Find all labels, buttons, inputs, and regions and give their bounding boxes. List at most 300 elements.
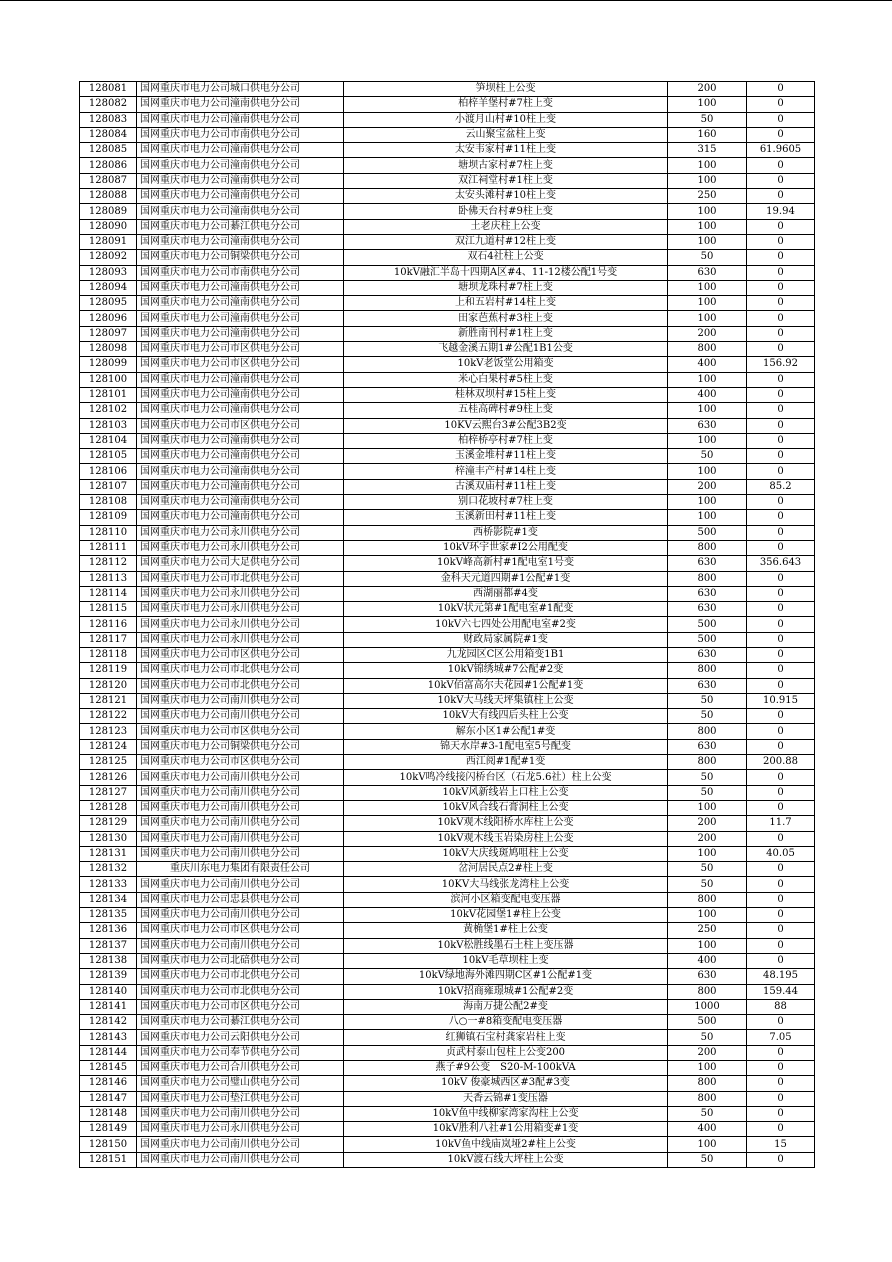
cell-value: 200.88 [747, 755, 815, 770]
cell-transformer-name: 别口花坡村#7柱上变 [344, 495, 668, 510]
cell-id: 128137 [80, 938, 137, 953]
cell-company: 国网重庆市电力公司潼南供电分公司 [137, 510, 344, 525]
table-row [80, 219, 815, 234]
cell-transformer-name: 10kV环宇世家#I2公用配变 [344, 540, 668, 555]
table-row [80, 158, 815, 173]
table-row [80, 372, 815, 387]
table-row [80, 632, 815, 647]
cell-capacity: 800 [668, 540, 747, 555]
cell-value: 0 [747, 97, 815, 112]
cell-id: 128142 [80, 1015, 137, 1030]
table-row [80, 1076, 815, 1091]
cell-id: 128133 [80, 877, 137, 892]
cell-company: 国网重庆市电力公司市区供电分公司 [137, 357, 344, 372]
cell-id: 128144 [80, 1045, 137, 1060]
cell-id: 128143 [80, 1030, 137, 1045]
cell-company: 国网重庆市电力公司南川供电分公司 [137, 831, 344, 846]
cell-transformer-name: 土老庆柱上公变 [344, 219, 668, 234]
cell-transformer-name: 双江九道村#12柱上变 [344, 234, 668, 249]
table-row [80, 1137, 815, 1152]
cell-company: 国网重庆市电力公司南川供电分公司 [137, 709, 344, 724]
cell-id: 128094 [80, 280, 137, 295]
cell-transformer-name: 桂林双坝村#15柱上变 [344, 387, 668, 402]
cell-id: 128095 [80, 296, 137, 311]
cell-value: 0 [747, 403, 815, 418]
cell-company: 国网重庆市电力公司璧山供电分公司 [137, 1076, 344, 1091]
cell-value: 0 [747, 862, 815, 877]
cell-id: 128122 [80, 709, 137, 724]
cell-capacity: 500 [668, 617, 747, 632]
cell-transformer-name: 10kV峰高新村#1配电室1号变 [344, 556, 668, 571]
cell-transformer-name: 小渡月山村#10柱上变 [344, 112, 668, 127]
cell-value: 0 [747, 296, 815, 311]
cell-value: 0 [747, 234, 815, 249]
cell-transformer-name: 太安韦家村#11柱上变 [344, 143, 668, 158]
table-row [80, 173, 815, 188]
table-row [80, 862, 815, 877]
cell-company: 国网重庆市电力公司市北供电分公司 [137, 663, 344, 678]
table-row [80, 1030, 815, 1045]
cell-id: 128132 [80, 862, 137, 877]
cell-capacity: 315 [668, 143, 747, 158]
cell-id: 128092 [80, 250, 137, 265]
table-row [80, 311, 815, 326]
cell-capacity: 630 [668, 586, 747, 601]
cell-company: 国网重庆市电力公司市区供电分公司 [137, 755, 344, 770]
table-row [80, 800, 815, 815]
cell-transformer-name: 10kV风新线岩上口柱上公变 [344, 785, 668, 800]
cell-value: 0 [747, 540, 815, 555]
table-row [80, 479, 815, 494]
table-row [80, 387, 815, 402]
cell-capacity: 50 [668, 1106, 747, 1121]
cell-transformer-name: 塘坝龙珠村#7柱上变 [344, 280, 668, 295]
cell-capacity: 100 [668, 800, 747, 815]
cell-transformer-name: 八○一#8箱变配电变压器 [344, 1015, 668, 1030]
cell-id: 128087 [80, 173, 137, 188]
cell-company: 国网重庆市电力公司南川供电分公司 [137, 770, 344, 785]
cell-id: 128109 [80, 510, 137, 525]
table-row [80, 280, 815, 295]
cell-capacity: 500 [668, 1015, 747, 1030]
cell-company: 国网重庆市电力公司潼南供电分公司 [137, 372, 344, 387]
cell-company: 国网重庆市电力公司潼南供电分公司 [137, 311, 344, 326]
cell-company: 国网重庆市电力公司永川供电分公司 [137, 540, 344, 555]
cell-company: 国网重庆市电力公司市区供电分公司 [137, 999, 344, 1014]
cell-capacity: 50 [668, 250, 747, 265]
cell-capacity: 400 [668, 357, 747, 372]
cell-value: 0 [747, 938, 815, 953]
table-row [80, 449, 815, 464]
cell-value: 61.9605 [747, 143, 815, 158]
table-row [80, 816, 815, 831]
table-row [80, 908, 815, 923]
cell-capacity: 200 [668, 479, 747, 494]
cell-transformer-name: 10kV招商雍璟城#1公配#2变 [344, 984, 668, 999]
table-row [80, 586, 815, 601]
cell-id: 128126 [80, 770, 137, 785]
cell-transformer-name: 笋坝柱上公变 [344, 82, 668, 97]
table-row [80, 969, 815, 984]
cell-capacity: 800 [668, 892, 747, 907]
cell-value: 0 [747, 342, 815, 357]
cell-id: 128089 [80, 204, 137, 219]
cell-id: 128123 [80, 724, 137, 739]
cell-company: 国网重庆市电力公司合川供电分公司 [137, 1061, 344, 1076]
cell-company: 国网重庆市电力公司南川供电分公司 [137, 785, 344, 800]
table-row [80, 556, 815, 571]
cell-transformer-name: 岔河居民点2#柱上变 [344, 862, 668, 877]
cell-company: 国网重庆市电力公司南川供电分公司 [137, 877, 344, 892]
cell-value: 0 [747, 800, 815, 815]
cell-transformer-name: 10kV锦绣城#7公配#2变 [344, 663, 668, 678]
cell-capacity: 630 [668, 265, 747, 280]
cell-value: 0 [747, 418, 815, 433]
cell-id: 128096 [80, 311, 137, 326]
cell-transformer-name: 天香云锦#1变压器 [344, 1091, 668, 1106]
cell-company: 国网重庆市电力公司潼南供电分公司 [137, 143, 344, 158]
table-row [80, 127, 815, 142]
table-row [80, 510, 815, 525]
cell-value: 0 [747, 372, 815, 387]
cell-value: 0 [747, 617, 815, 632]
cell-transformer-name: 10kV六七四处公用配电室#2变 [344, 617, 668, 632]
cell-company: 国网重庆市电力公司垫江供电分公司 [137, 1091, 344, 1106]
cell-id: 128103 [80, 418, 137, 433]
cell-value: 0 [747, 280, 815, 295]
cell-value: 85.2 [747, 479, 815, 494]
table-row [80, 770, 815, 785]
cell-company: 国网重庆市电力公司北碚供电分公司 [137, 953, 344, 968]
cell-value: 156.92 [747, 357, 815, 372]
table-row [80, 892, 815, 907]
cell-company: 国网重庆市电力公司南川供电分公司 [137, 816, 344, 831]
cell-company: 国网重庆市电力公司铜梁供电分公司 [137, 250, 344, 265]
cell-value: 11.7 [747, 816, 815, 831]
cell-transformer-name: 10kV鱼中线柳家湾家沟柱上公变 [344, 1106, 668, 1121]
cell-value: 0 [747, 586, 815, 601]
table-row [80, 403, 815, 418]
table-row [80, 495, 815, 510]
cell-company: 国网重庆市电力公司铜梁供电分公司 [137, 739, 344, 754]
cell-id: 128149 [80, 1122, 137, 1137]
cell-transformer-name: 10kV大有线四后头柱上公变 [344, 709, 668, 724]
cell-capacity: 100 [668, 908, 747, 923]
cell-capacity: 200 [668, 82, 747, 97]
cell-id: 128119 [80, 663, 137, 678]
cell-capacity: 100 [668, 372, 747, 387]
cell-value: 0 [747, 1045, 815, 1060]
cell-capacity: 200 [668, 1045, 747, 1060]
cell-capacity: 630 [668, 678, 747, 693]
cell-transformer-name: 田家芭蕉村#3柱上变 [344, 311, 668, 326]
cell-transformer-name: 柏梓桥亭村#7柱上变 [344, 433, 668, 448]
cell-company: 国网重庆市电力公司市北供电分公司 [137, 969, 344, 984]
cell-transformer-name: 10kV松胜线墨石土柱上变压器 [344, 938, 668, 953]
cell-transformer-name: 滨河小区箱变配电变压器 [344, 892, 668, 907]
cell-value: 40.05 [747, 846, 815, 861]
cell-value: 0 [747, 709, 815, 724]
cell-company: 国网重庆市电力公司市区供电分公司 [137, 724, 344, 739]
cell-value: 0 [747, 326, 815, 341]
table-row [80, 678, 815, 693]
cell-company: 国网重庆市电力公司潼南供电分公司 [137, 387, 344, 402]
cell-value: 88 [747, 999, 815, 1014]
cell-capacity: 630 [668, 647, 747, 662]
table-row [80, 326, 815, 341]
cell-id: 128088 [80, 189, 137, 204]
cell-capacity: 100 [668, 173, 747, 188]
table-row [80, 831, 815, 846]
cell-id: 128150 [80, 1137, 137, 1152]
cell-transformer-name: 10kV鸣冷线接闪桥台区（石龙5.6社）柱上公变 [344, 770, 668, 785]
cell-capacity: 800 [668, 1091, 747, 1106]
table-row [80, 647, 815, 662]
table-body [80, 82, 815, 1168]
cell-transformer-name: 贞武村泰山包柱上公变200 [344, 1045, 668, 1060]
cell-transformer-name: 10kV花园堡1#柱上公变 [344, 908, 668, 923]
cell-transformer-name: 红狮镇石宝村龚家岩柱上变 [344, 1030, 668, 1045]
cell-capacity: 50 [668, 449, 747, 464]
cell-transformer-name: 上和五岩村#14柱上变 [344, 296, 668, 311]
cell-transformer-name: 西桥影院#1变 [344, 525, 668, 540]
cell-value: 48.195 [747, 969, 815, 984]
cell-id: 128130 [80, 831, 137, 846]
table-row [80, 357, 815, 372]
cell-id: 128084 [80, 127, 137, 142]
cell-transformer-name: 锦天水岸#3-1配电室5号配变 [344, 739, 668, 754]
cell-transformer-name: 双江祠堂村#1柱上变 [344, 173, 668, 188]
cell-capacity: 100 [668, 204, 747, 219]
cell-value: 7.05 [747, 1030, 815, 1045]
cell-capacity: 50 [668, 1152, 747, 1167]
cell-capacity: 400 [668, 953, 747, 968]
cell-value: 0 [747, 464, 815, 479]
cell-value: 159.44 [747, 984, 815, 999]
cell-capacity: 250 [668, 189, 747, 204]
cell-value: 0 [747, 647, 815, 662]
data-table [79, 81, 815, 1168]
cell-id: 128099 [80, 357, 137, 372]
cell-company: 国网重庆市电力公司潼南供电分公司 [137, 403, 344, 418]
cell-capacity: 100 [668, 97, 747, 112]
table-row [80, 1015, 815, 1030]
cell-id: 128110 [80, 525, 137, 540]
cell-id: 128105 [80, 449, 137, 464]
cell-id: 128090 [80, 219, 137, 234]
cell-id: 128151 [80, 1152, 137, 1167]
cell-capacity: 800 [668, 984, 747, 999]
table-row [80, 540, 815, 555]
cell-capacity: 50 [668, 693, 747, 708]
cell-company: 国网重庆市电力公司潼南供电分公司 [137, 189, 344, 204]
table-row [80, 82, 815, 97]
cell-transformer-name: 金科天元道四期#1公配#1变 [344, 571, 668, 586]
cell-capacity: 100 [668, 510, 747, 525]
cell-value: 0 [747, 82, 815, 97]
cell-capacity: 500 [668, 525, 747, 540]
cell-id: 128112 [80, 556, 137, 571]
cell-id: 128108 [80, 495, 137, 510]
cell-company: 国网重庆市电力公司潼南供电分公司 [137, 464, 344, 479]
cell-id: 128120 [80, 678, 137, 693]
cell-id: 128098 [80, 342, 137, 357]
cell-company: 国网重庆市电力公司潼南供电分公司 [137, 112, 344, 127]
cell-capacity: 800 [668, 342, 747, 357]
table-row [80, 112, 815, 127]
cell-transformer-name: 10kV毛草坝柱上变 [344, 953, 668, 968]
cell-transformer-name: 西江阅#1配#1变 [344, 755, 668, 770]
cell-value: 10.915 [747, 693, 815, 708]
cell-value: 0 [747, 908, 815, 923]
table-row [80, 953, 815, 968]
cell-value: 0 [747, 433, 815, 448]
table-row [80, 846, 815, 861]
cell-capacity: 1000 [668, 999, 747, 1014]
cell-company: 国网重庆市电力公司潼南供电分公司 [137, 433, 344, 448]
cell-value: 0 [747, 1152, 815, 1167]
cell-company: 国网重庆市电力公司城口供电分公司 [137, 82, 344, 97]
cell-capacity: 630 [668, 739, 747, 754]
table-row [80, 877, 815, 892]
cell-transformer-name: 10kV风合线石膏洞柱上公变 [344, 800, 668, 815]
cell-id: 128129 [80, 816, 137, 831]
cell-capacity: 100 [668, 938, 747, 953]
table-row [80, 1061, 815, 1076]
cell-transformer-name: 10KV云熙台3#公配3B2变 [344, 418, 668, 433]
cell-id: 128131 [80, 846, 137, 861]
cell-id: 128145 [80, 1061, 137, 1076]
cell-capacity: 800 [668, 755, 747, 770]
cell-value: 0 [747, 1122, 815, 1137]
cell-value: 0 [747, 1106, 815, 1121]
cell-value: 0 [747, 770, 815, 785]
cell-company: 国网重庆市电力公司潼南供电分公司 [137, 97, 344, 112]
cell-value: 19.94 [747, 204, 815, 219]
cell-capacity: 50 [668, 862, 747, 877]
cell-company: 国网重庆市电力公司潼南供电分公司 [137, 326, 344, 341]
cell-id: 128102 [80, 403, 137, 418]
cell-transformer-name: 燕子#9公变 S20-M-100kVA [344, 1061, 668, 1076]
cell-id: 128113 [80, 571, 137, 586]
cell-id: 128114 [80, 586, 137, 601]
cell-transformer-name: 10kV状元第#1配电室#1配变 [344, 602, 668, 617]
cell-capacity: 100 [668, 1137, 747, 1152]
table-row [80, 464, 815, 479]
cell-id: 128148 [80, 1106, 137, 1121]
cell-company: 国网重庆市电力公司南川供电分公司 [137, 938, 344, 953]
cell-value: 0 [747, 189, 815, 204]
cell-value: 0 [747, 387, 815, 402]
cell-transformer-name: 太安头滩村#10柱上变 [344, 189, 668, 204]
page-top-rule [0, 0, 892, 1]
cell-value: 0 [747, 525, 815, 540]
cell-value: 0 [747, 158, 815, 173]
cell-transformer-name: 卧佛天台村#9柱上变 [344, 204, 668, 219]
cell-company: 国网重庆市电力公司市北供电分公司 [137, 984, 344, 999]
cell-value: 0 [747, 678, 815, 693]
cell-value: 0 [747, 724, 815, 739]
cell-transformer-name: 柏梓羊堡村#7柱上变 [344, 97, 668, 112]
table-row [80, 693, 815, 708]
table-row [80, 709, 815, 724]
cell-company: 国网重庆市电力公司綦江供电分公司 [137, 1015, 344, 1030]
cell-capacity: 200 [668, 831, 747, 846]
table-row [80, 342, 815, 357]
cell-value: 0 [747, 265, 815, 280]
cell-capacity: 800 [668, 1076, 747, 1091]
table-row [80, 602, 815, 617]
cell-capacity: 50 [668, 1030, 747, 1045]
cell-transformer-name: 10kV 俊豪城西区#3配#3变 [344, 1076, 668, 1091]
cell-transformer-name: 西湖丽都#4变 [344, 586, 668, 601]
cell-company: 国网重庆市电力公司永川供电分公司 [137, 1122, 344, 1137]
cell-id: 128085 [80, 143, 137, 158]
cell-capacity: 50 [668, 112, 747, 127]
cell-id: 128124 [80, 739, 137, 754]
cell-company: 国网重庆市电力公司市区供电分公司 [137, 923, 344, 938]
table-row [80, 418, 815, 433]
cell-capacity: 630 [668, 602, 747, 617]
cell-value: 0 [747, 923, 815, 938]
table-row [80, 999, 815, 1014]
cell-company: 国网重庆市电力公司市南供电分公司 [137, 127, 344, 142]
cell-transformer-name: 10kV渡石线大坪柱上公变 [344, 1152, 668, 1167]
cell-id: 128082 [80, 97, 137, 112]
cell-value: 0 [747, 1076, 815, 1091]
table-row [80, 143, 815, 158]
cell-capacity: 100 [668, 158, 747, 173]
cell-capacity: 100 [668, 846, 747, 861]
cell-company: 国网重庆市电力公司潼南供电分公司 [137, 234, 344, 249]
cell-company: 国网重庆市电力公司永川供电分公司 [137, 586, 344, 601]
cell-id: 128128 [80, 800, 137, 815]
cell-capacity: 400 [668, 1122, 747, 1137]
cell-company: 国网重庆市电力公司潼南供电分公司 [137, 479, 344, 494]
cell-company: 国网重庆市电力公司市区供电分公司 [137, 418, 344, 433]
cell-id: 128134 [80, 892, 137, 907]
cell-id: 128141 [80, 999, 137, 1014]
cell-company: 国网重庆市电力公司南川供电分公司 [137, 1152, 344, 1167]
cell-capacity: 630 [668, 556, 747, 571]
cell-id: 128139 [80, 969, 137, 984]
cell-company: 国网重庆市电力公司大足供电分公司 [137, 556, 344, 571]
cell-transformer-name: 10kV观木线阳桥水库柱上公变 [344, 816, 668, 831]
table-row [80, 724, 815, 739]
cell-capacity: 100 [668, 433, 747, 448]
table-row [80, 525, 815, 540]
table-row [80, 1152, 815, 1167]
cell-company: 国网重庆市电力公司南川供电分公司 [137, 1137, 344, 1152]
cell-value: 0 [747, 877, 815, 892]
cell-transformer-name: 10KV大马线张龙湾柱上公变 [344, 877, 668, 892]
cell-id: 128104 [80, 433, 137, 448]
cell-value: 0 [747, 571, 815, 586]
table-row [80, 755, 815, 770]
cell-transformer-name: 新胜南刊村#1柱上变 [344, 326, 668, 341]
cell-transformer-name: 10kV大马线天坪集镇柱上公变 [344, 693, 668, 708]
cell-value: 0 [747, 311, 815, 326]
cell-capacity: 50 [668, 785, 747, 800]
table-row [80, 938, 815, 953]
cell-company: 国网重庆市电力公司奉节供电分公司 [137, 1045, 344, 1060]
cell-id: 128097 [80, 326, 137, 341]
cell-transformer-name: 财政局家属院#1变 [344, 632, 668, 647]
table-row [80, 923, 815, 938]
cell-company: 国网重庆市电力公司市北供电分公司 [137, 678, 344, 693]
cell-id: 128117 [80, 632, 137, 647]
cell-company: 国网重庆市电力公司市区供电分公司 [137, 342, 344, 357]
